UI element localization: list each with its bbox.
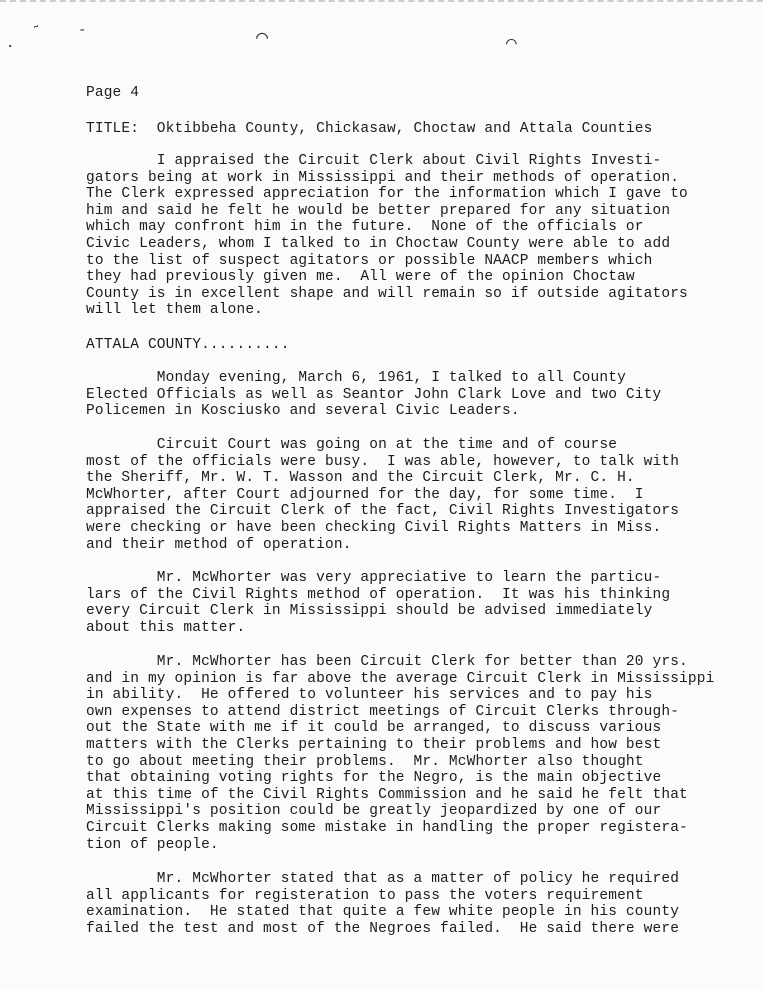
text-line: in ability. He offered to volunteer his services and to pay his: [86, 687, 653, 704]
document-title: TITLE: Oktibbeha County, Chickasaw, Choctaw and Attala Counties: [86, 121, 653, 137]
paragraph: [86, 570, 746, 636]
text-line: to go about meeting their problems. Mr. McWhorter also thought: [86, 753, 644, 770]
text-line: The Clerk expressed appreciation for the information which I gave to: [86, 186, 688, 203]
scan-mark: ˜: [31, 23, 45, 41]
text-line: I appraised the Circuit Clerk about Civil Rights Investi-: [86, 153, 662, 169]
text-line: tion of people.: [86, 836, 219, 853]
text-line: and their method of operation.: [86, 536, 352, 553]
text-line: him and said he felt he would be better prepared for any situation: [86, 202, 671, 219]
text-line: were checking or have been checking Civil Rights Matters in Miss.: [86, 519, 662, 536]
text-line: all applicants for registeration to pass the voters requirement: [86, 887, 644, 904]
text-line: and in my opinion is far above the average Circuit Clerk in Mississippi: [86, 670, 715, 687]
text-line: Elected Officials as well as Seantor John Clark Love and two City: [86, 386, 662, 403]
scan-mark: ⌒: [256, 24, 269, 48]
paragraph: [86, 437, 746, 553]
text-line: appraised the Circuit Clerk of the fact, Civil Rights Investigators: [86, 503, 680, 520]
text-line: Mississippi's position could be greatly jeopardized by one of our: [86, 803, 662, 820]
text-line: Circuit Clerks making some mistake in handling the proper registera-: [86, 819, 688, 836]
text-line: they had previously given me. All were of the opinion Choctaw: [86, 269, 635, 286]
text-line: examination. He stated that quite a few white people in his county: [86, 904, 680, 921]
text-line: out the State with me if it could be arranged, to discuss various: [86, 720, 662, 737]
text-line: failed the test and most of the Negroes failed. He said there were: [86, 920, 680, 937]
scan-edge: [0, 0, 763, 10]
text-line: about this matter.: [86, 619, 246, 636]
text-line: County is in excellent shape and will remain so if outside agitators: [86, 285, 688, 302]
text-line: Monday evening, March 6, 1961, I talked to all County: [86, 370, 626, 386]
paragraph: [86, 871, 746, 937]
text-line: every Circuit Clerk in Mississippi should be advised immediately: [86, 603, 653, 620]
text-line: at this time of the Civil Rights Commission and he said he felt that: [86, 786, 688, 803]
text-line: Policemen in Kosciusko and several Civic Leaders.: [86, 403, 520, 420]
text-line: matters with the Clerks pertaining to their problems and how best: [86, 736, 662, 753]
paragraph: [86, 654, 746, 853]
text-line: Mr. McWhorter has been Circuit Clerk for better than 20 yrs.: [86, 654, 688, 670]
text-line: McWhorter, after Court adjourned for the day, for some time. I: [86, 486, 644, 503]
text-line: lars of the Civil Rights method of operation. It was his thinking: [86, 586, 671, 603]
text-line: which may confront him in the future. None of the officials or: [86, 219, 644, 236]
text-line: Mr. McWhorter was very appreciative to learn the particu-: [86, 570, 662, 586]
scan-mark: ⌒: [506, 32, 517, 53]
paragraph: [86, 153, 746, 319]
text-line: the Sheriff, Mr. W. T. Wasson and the Circuit Clerk, Mr. C. H.: [86, 470, 635, 487]
text-line: that obtaining voting rights for the Negro, is the main objective: [86, 770, 662, 787]
text-line: gators being at work in Mississippi and their methods of operation.: [86, 169, 680, 186]
text-line: most of the officials were busy. I was able, however, to talk with: [86, 453, 680, 470]
text-line: own expenses to attend district meetings of Circuit Clerks through-: [86, 703, 680, 720]
paragraph: [86, 370, 746, 420]
scan-mark: ·: [6, 39, 15, 55]
text-line: will let them alone.: [86, 302, 264, 319]
scan-mark: -: [78, 22, 87, 38]
text-line: Civic Leaders, whom I talked to in Choctaw County were able to add: [86, 235, 671, 252]
text-line: Circuit Court was going on at the time and of course: [86, 437, 618, 453]
text-line: Mr. McWhorter stated that as a matter of policy he required: [86, 871, 680, 887]
section-heading: ATTALA COUNTY..........: [86, 337, 290, 353]
text-line: to the list of suspect agitators or possible NAACP members which: [86, 252, 653, 269]
page-number: Page 4: [86, 85, 140, 101]
